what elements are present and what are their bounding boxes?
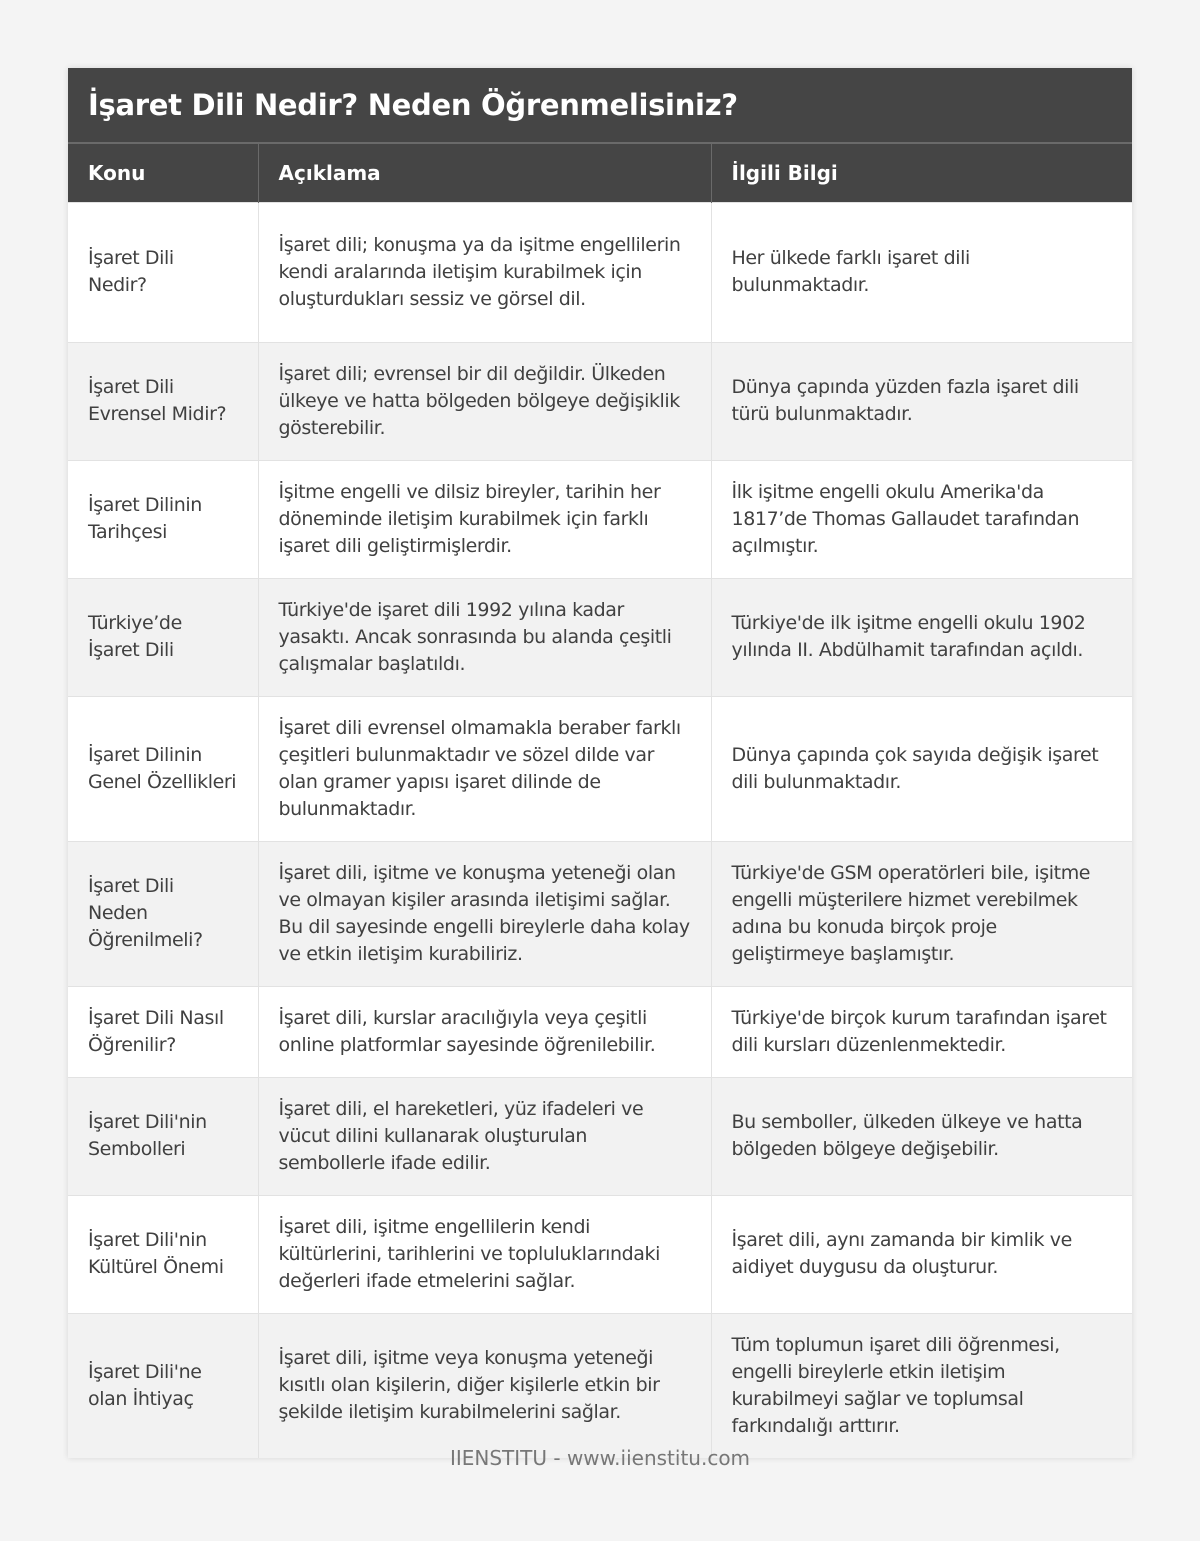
column-header-ilgili-bilgi: İlgili Bilgi xyxy=(711,144,1132,202)
table-row xyxy=(68,986,1132,1077)
cell-konu: İşaret Dilinin Tarihçesi xyxy=(68,460,258,578)
title-bar xyxy=(68,68,1132,144)
cell-aciklama: Türkiye'de işaret dili 1992 yılına kadar yasaktı. Ancak sonrasında bu alanda çeşitli çalışmalar başlatıldı. xyxy=(258,578,711,696)
cell-konu: İşaret Dili'nin Kültürel Önemi xyxy=(68,1195,258,1313)
cell-bilgi: Türkiye'de GSM operatörleri bile, işitme engelli müşterilere hizmet verebilmek adına bu konuda birçok proje geliştirmeye başlamıştır. xyxy=(711,841,1132,986)
table-card xyxy=(68,68,1132,1458)
cell-aciklama: İşaret dili; evrensel bir dil değildir. Ülkeden ülkeye ve hatta bölgeden bölgeye değişiklik gösterebilir. xyxy=(258,342,711,460)
table-body xyxy=(68,202,1132,1458)
page-title: İşaret Dili Nedir? Neden Öğrenmelisiniz? xyxy=(88,88,738,122)
cell-aciklama: İşaret dili, işitme engellilerin kendi kültürlerini, tarihlerini ve topluluklarındaki değerleri ifade etmelerini sağlar. xyxy=(258,1195,711,1313)
cell-bilgi: Dünya çapında yüzden fazla işaret dili türü bulunmaktadır. xyxy=(711,342,1132,460)
table-row xyxy=(68,1077,1132,1195)
column-header-aciklama: Açıklama xyxy=(258,144,711,202)
cell-aciklama: İşaret dili, işitme ve konuşma yeteneği olan ve olmayan kişiler arasında iletişimi sağlar. Bu dil sayesinde engelli bireylerle daha kolay ve etkin iletişim kurabiliriz. xyxy=(258,841,711,986)
table-row xyxy=(68,578,1132,696)
cell-konu: İşaret Dili Nasıl Öğrenilir? xyxy=(68,986,258,1077)
info-table xyxy=(68,144,1132,1458)
cell-bilgi: Dünya çapında çok sayıda değişik işaret dili bulunmaktadır. xyxy=(711,696,1132,841)
cell-bilgi: Türkiye'de birçok kurum tarafından işaret dili kursları düzenlenmektedir. xyxy=(711,986,1132,1077)
cell-konu: İşaret Dili Neden Öğrenilmeli? xyxy=(68,841,258,986)
cell-konu: Türkiye’de İşaret Dili xyxy=(68,578,258,696)
table-row xyxy=(68,1313,1132,1458)
cell-konu: İşaret Dili Evrensel Midir? xyxy=(68,342,258,460)
table-row xyxy=(68,342,1132,460)
cell-bilgi: İlk işitme engelli okulu Amerika'da 1817’de Thomas Gallaudet tarafından açılmıştır. xyxy=(711,460,1132,578)
cell-bilgi: Tüm toplumun işaret dili öğrenmesi, engelli bireylerle etkin iletişim kurabilmeyi sağlar ve toplumsal farkındalığı arttırır. xyxy=(711,1313,1132,1458)
table-header-row xyxy=(68,144,1132,202)
cell-aciklama: İşaret dili; konuşma ya da işitme engellilerin kendi aralarında iletişim kurabilmek için oluşturdukları sessiz ve görsel dil. xyxy=(258,202,711,342)
cell-bilgi: Her ülkede farklı işaret dili bulunmaktadır. xyxy=(711,202,1132,342)
cell-aciklama: İşaret dili, işitme veya konuşma yeteneği kısıtlı olan kişilerin, diğer kişilerle etkin bir şekilde iletişim kurabilmelerini sağlar. xyxy=(258,1313,711,1458)
footer-credit: IIENSTITU - www.iienstitu.com xyxy=(449,1446,751,1470)
column-header-konu: Konu xyxy=(68,144,258,202)
cell-aciklama: İşitme engelli ve dilsiz bireyler, tarihin her döneminde iletişim kurabilmek için farklı işaret dili geliştirmişlerdir. xyxy=(258,460,711,578)
cell-konu: İşaret Dili'nin Sembolleri xyxy=(68,1077,258,1195)
table-row xyxy=(68,1195,1132,1313)
cell-konu: İşaret Dili'ne olan İhtiyaç xyxy=(68,1313,258,1458)
table-row xyxy=(68,696,1132,841)
table-row xyxy=(68,460,1132,578)
table-row xyxy=(68,202,1132,342)
cell-konu: İşaret Dili Nedir? xyxy=(68,202,258,342)
cell-konu: İşaret Dilinin Genel Özellikleri xyxy=(68,696,258,841)
cell-aciklama: İşaret dili, el hareketleri, yüz ifadeleri ve vücut dilini kullanarak oluşturulan sembollerle ifade edilir. xyxy=(258,1077,711,1195)
cell-bilgi: İşaret dili, aynı zamanda bir kimlik ve aidiyet duygusu da oluşturur. xyxy=(711,1195,1132,1313)
table-row xyxy=(68,841,1132,986)
cell-aciklama: İşaret dili, kurslar aracılığıyla veya çeşitli online platformlar sayesinde öğrenilebilir. xyxy=(258,986,711,1077)
cell-bilgi: Bu semboller, ülkeden ülkeye ve hatta bölgeden bölgeye değişebilir. xyxy=(711,1077,1132,1195)
cell-bilgi: Türkiye'de ilk işitme engelli okulu 1902 yılında II. Abdülhamit tarafından açıldı. xyxy=(711,578,1132,696)
cell-aciklama: İşaret dili evrensel olmamakla beraber farklı çeşitleri bulunmaktadır ve sözel dilde var olan gramer yapısı işaret dilinde de bulunmaktadır. xyxy=(258,696,711,841)
